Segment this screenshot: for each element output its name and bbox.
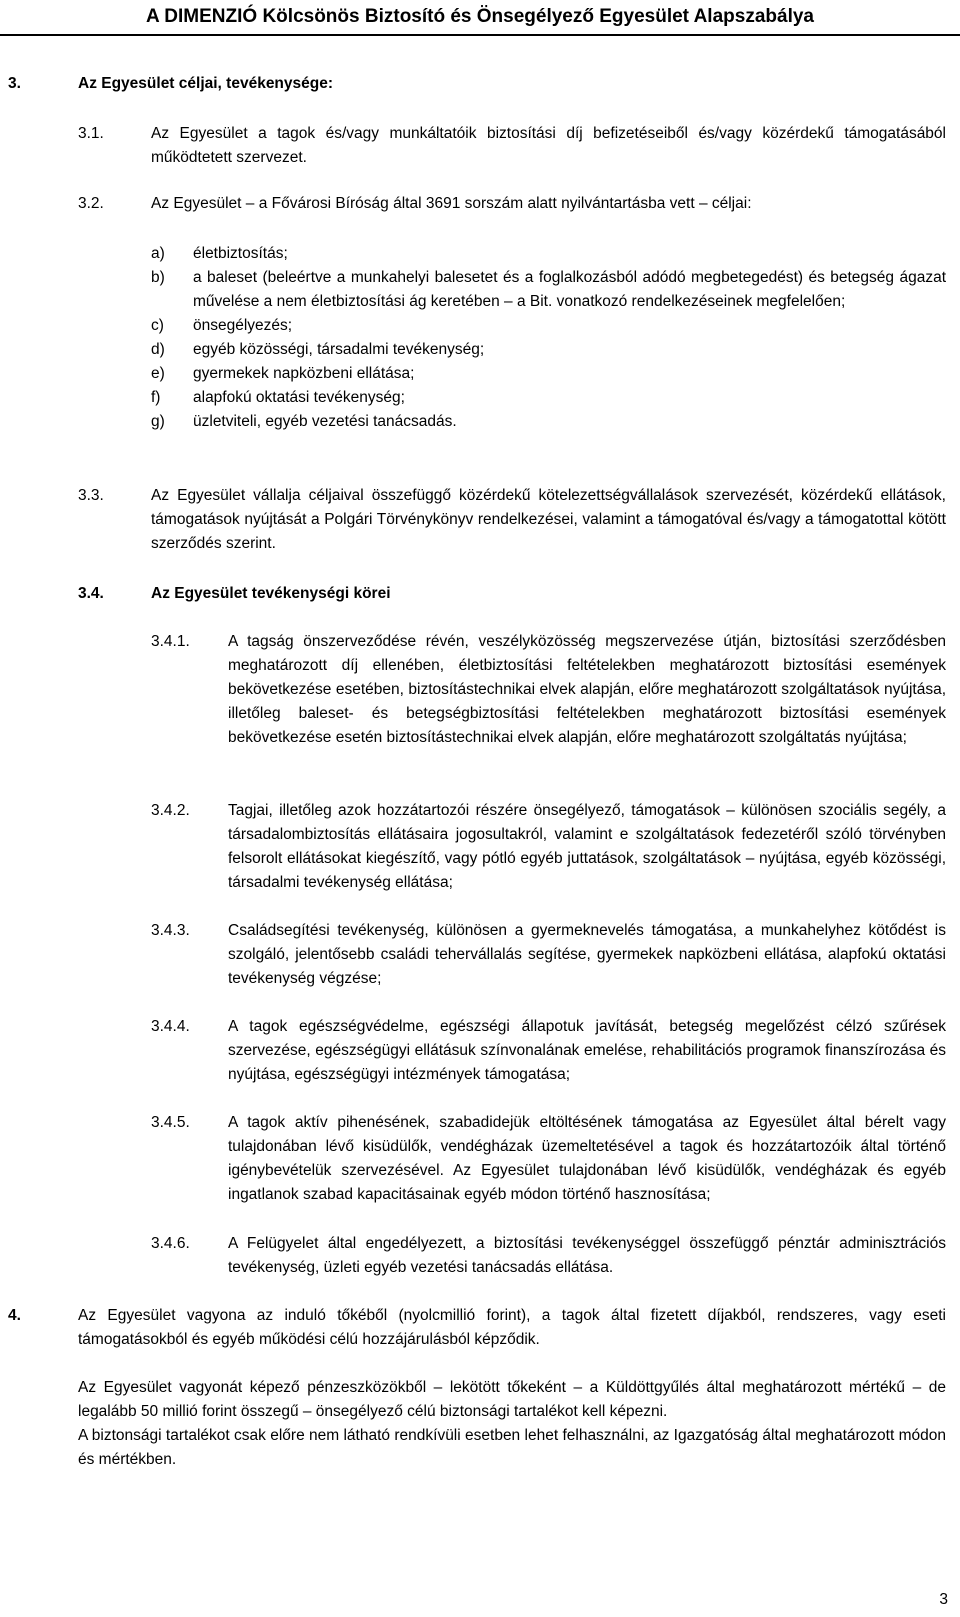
section-3-4-title: Az Egyesület tevékenységi körei (151, 585, 391, 602)
activity-text: Családsegítési tevékenység, különösen a gyermeknevelés támogatása, a munkahelyhez kötődést is szolgáló, jelentősebb családi tehervállalás segítése, gyermekek napközbeni ellátása, alapfokú oktatási tevékenység végzése; (228, 922, 946, 987)
list-item (151, 338, 946, 362)
list-item-label: b) (151, 269, 165, 286)
section-3-3-text: Az Egyesület vállalja céljaival összefüggő közérdekű kötelezettségvállalások szervezését, közérdekű ellátások, támogatások nyújtását a Polgári Törvénykönyv rendelkezései, valamint a támogatóval és/vagy a támogatottal kötött szerződés szerint. (151, 487, 946, 552)
activity-text: A tagok egészségvédelme, egészségi állapotuk javítását, betegség megelőzést célzó szűrések szervezése, egészségügyi ellátásuk színvonalának emelése, rehabilitációs programok finanszírozása és nyújtása, egészségügyi intézmények támogatása; (228, 1018, 946, 1083)
activity-text: A tagok aktív pihenésének, szabadidejük eltöltésének támogatása az Egyesület által bérelt vagy tulajdonában lévő kisüdülők, vendégházak üzemeltetésével a tagok és hozzátartozóik által történő igénybevételük szervezésével. Az Egyesület tulajdonában lévő kisüdülők, vendégházak és egyéb ingatlanok szabad kapacitásainak egyéb módon történő hasznosítása; (228, 1114, 946, 1203)
list-item-label: e) (151, 365, 165, 382)
list-item-label: f) (151, 389, 161, 406)
section-3-4-number: 3.4. (78, 585, 104, 602)
list-item (151, 386, 946, 410)
list-item (151, 242, 946, 266)
list-item-text: üzletviteli, egyéb vezetési tanácsadás. (193, 413, 457, 430)
section-3-title: Az Egyesület céljai, tevékenysége: (78, 75, 334, 92)
page-number: 3 (939, 1591, 948, 1608)
activity-text: Tagjai, illetőleg azok hozzátartozói részére önsegélyező, támogatások – különösen szociális segély, a társadalombiztosítás ellátásaira jogosultakról, valamint e szolgáltatások fedezetéről szóló törvényben felsorolt ellátásokat kiegészítő, vagy pótló egyéb juttatások, szolgáltatások – nyújtása, egyéb közösségi, társadalmi tevékenység ellátása; (228, 802, 946, 891)
section-3-number: 3. (8, 75, 21, 92)
list-item-text: alapfokú oktatási tevékenység; (193, 389, 405, 406)
list-item (151, 362, 946, 386)
goals-list (151, 242, 946, 434)
activity-text: A Felügyelet által engedélyezett, a biztosítási tevékenységgel összefüggő pénztár adminisztrációs tevékenység, üzleti egyéb vezetési tanácsadás ellátása. (228, 1235, 946, 1276)
section-3-1-text: Az Egyesület a tagok és/vagy munkáltatóik biztosítási díj befizetéseiből és/vagy közérdekű támogatásából működtetett szervezet. (151, 125, 946, 166)
activity-number: 3.4.3. (151, 922, 190, 939)
activity-3-4-1 (151, 630, 946, 750)
activity-3-4-5 (151, 1111, 946, 1207)
activity-number: 3.4.4. (151, 1018, 190, 1035)
list-item-label: g) (151, 413, 165, 430)
activity-number: 3.4.2. (151, 802, 190, 819)
section-3-2-number: 3.2. (78, 195, 104, 212)
section-4-paragraph-3: A biztonsági tartalékot csak előre nem látható rendkívüli esetben lehet felhasználni, az Igazgatóság által meghatározott módon és mértékben. (78, 1427, 946, 1468)
section-3-1-number: 3.1. (78, 125, 104, 142)
document-title: A DIMENZIÓ Kölcsönös Biztosító és Önsegélyező Egyesület Alapszabálya (146, 6, 814, 27)
header-divider (0, 34, 960, 36)
list-item-label: d) (151, 341, 165, 358)
activity-3-4-4 (151, 1015, 946, 1087)
activity-text: A tagság önszerveződése révén, veszélyközösség megszervezése útján, biztosítási szerződésben meghatározott díj ellenében, életbiztosítási feltételekben meghatározott biztosítási események bekövetkezése esetében, biztosítástechnikai elvek alapján, előre meghatározott szolgáltatások nyújtása, illetőleg baleset- és betegségbiztosítási feltételekben meghatározott biztosítási események bekövetkezése esetén biztosítástechnikai elvek alapján, előre meghatározott szolgáltatás nyújtása; (228, 633, 946, 746)
section-4-paragraph-2: Az Egyesület vagyonát képező pénzeszközökből – lekötött tőkeként – a Küldöttgyűlés által meghatározott mértékű – de legalább 50 millió forint összegű – önsegélyező célú biztonsági tartalékot kell képezni. (78, 1379, 946, 1420)
activity-3-4-2 (151, 799, 946, 895)
section-4-number: 4. (8, 1307, 21, 1324)
list-item-text: önsegélyezés; (193, 317, 293, 334)
list-item-text: egyéb közösségi, társadalmi tevékenység; (193, 341, 485, 358)
activity-3-4-3 (151, 919, 946, 991)
list-item-text: a baleset (beleértve a munkahelyi balesetet és a foglalkozásból adódó megbetegedést) és betegség ágazat művelése a nem életbiztosítási ág keretében – a Bit. vonatkozó rendelkezéseinek megfelelően; (193, 269, 946, 310)
activity-3-4-6 (151, 1232, 946, 1280)
activity-number: 3.4.5. (151, 1114, 190, 1131)
list-item-text: életbiztosítás; (193, 245, 288, 262)
activity-number: 3.4.1. (151, 633, 190, 650)
list-item (151, 266, 946, 314)
section-4-text: Az Egyesület vagyona az induló tőkéből (nyolcmillió forint), a tagok által fizetett díjakból, rendszeres, vagy eseti támogatásokból és egyéb működési célú hozzájárulásból képződik. (78, 1307, 946, 1348)
list-item-label: c) (151, 317, 164, 334)
section-3-3-number: 3.3. (78, 487, 104, 504)
activity-number: 3.4.6. (151, 1235, 190, 1252)
list-item (151, 314, 946, 338)
list-item-label: a) (151, 245, 165, 262)
section-3-2-text: Az Egyesület – a Fővárosi Bíróság által 3691 sorszám alatt nyilvántartásba vett – céljai: (151, 195, 752, 212)
list-item (151, 410, 946, 434)
list-item-text: gyermekek napközbeni ellátása; (193, 365, 415, 382)
